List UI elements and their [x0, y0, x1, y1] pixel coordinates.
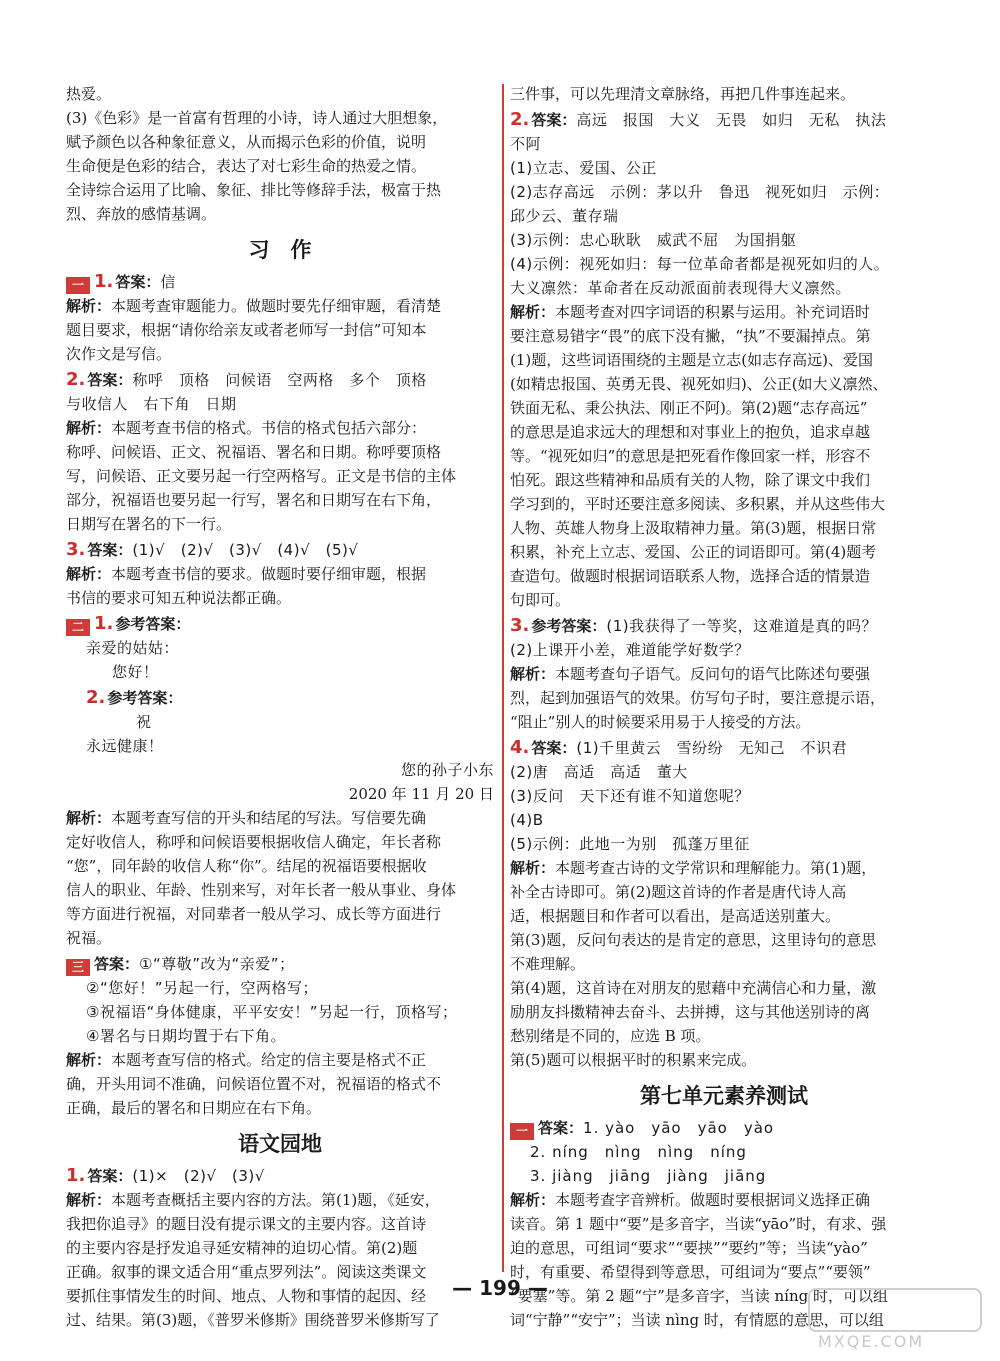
answer-text: (1)立志、爱国、公正: [510, 159, 657, 177]
answer-label: 答案: [531, 739, 562, 757]
answer-text: 不阿: [510, 135, 542, 153]
yuwen-question-3: 3. 参考答案：(1)我获得了一等奖，这难道是真的吗？ (2)上课开小差，难道能学好数学？ 解析：本题考查句子语气。反问句的语气比陈述句要强 烈，起到加强语气的效果。仿写句子时，要注意提示语， “阻止”别人的时候要采用易于人接受的方法。: [510, 614, 938, 734]
letter-greeting: 您好！: [112, 663, 159, 681]
answer-text: (2)志存高远 示例：茅以升 鲁迅 视死如归 示例：: [510, 183, 890, 201]
question-number: 2.: [66, 369, 86, 390]
analysis-text: 本题考查书信的格式。书信的格式包括六部分：: [111, 419, 427, 437]
analysis-text: 正确，最后的署名和日期应在右下角。: [66, 1099, 322, 1117]
analysis-text: 正确。叙事的课文适合用“重点罗列法”。阅读这类课文: [66, 1263, 427, 1281]
analysis-text: 怕死。跟这些精神和品质有关的人物，除了课文中我们: [510, 471, 871, 489]
letter-date: 2020 年 11 月 20 日: [348, 785, 494, 803]
analysis-text: 定好收信人，称呼和问候语要根据收信人确定，年长者称: [66, 833, 442, 851]
analysis-text: 要注意易错字“畏”的底下没有撇，“执”不要漏掉点。第: [510, 327, 871, 345]
analysis-text: 第(4)题，这首诗在对朋友的慰藉中充满信心和力量，激: [510, 979, 877, 997]
analysis-text: 信人的职业、年龄、性别来写，对年长者一般从事业、身体: [66, 881, 457, 899]
analysis-text: 不难理解。: [510, 955, 586, 973]
analysis-text: 要抓住事情发生的时间、地点、人物和事情的起因、经: [66, 1287, 427, 1305]
analysis-text: 烈，起到加强语气的效果。仿写句子时，要注意提示语，: [510, 689, 886, 707]
analysis-text: 称呼、问候语、正文、祝福语、署名和日期。称呼要顶格: [66, 443, 442, 461]
analysis-text: “阻止”别人的时候要采用易于人接受的方法。: [510, 713, 811, 731]
analysis-text: 题目要求，根据“请你给亲友或者老师写一封信”可知本: [66, 321, 427, 339]
left-column: [66, 82, 494, 1332]
section-title-xizuo: 习 作: [248, 238, 312, 262]
analysis-text: 本题考查写信的格式。给定的信主要是格式不正: [111, 1051, 427, 1069]
answer-text: (4)B: [510, 811, 544, 829]
letter-signature: 您的孙子小东: [400, 761, 494, 779]
intro-paragraph: [66, 82, 494, 226]
analysis-text: 本题考查古诗的文学常识和理解能力。第(1)题，: [555, 859, 877, 877]
analysis-text: 部分，祝福语也要另起一行写，署名和日期写在右下角，: [66, 491, 442, 509]
analysis-text: 本题考查字音辨析。做题时要根据词义选择正确: [555, 1191, 871, 1209]
watermark-frame: [808, 1288, 982, 1332]
analysis-label: 解析: [510, 1191, 541, 1209]
analysis-text: 读音。第 1 题中“要”是多音字，当读“yāo”时，有求、强: [510, 1215, 887, 1233]
analysis-text: 写，问候语、正文要另起一行空两格写。正文是书信的主体: [66, 467, 457, 485]
answer-text: 称呼 顶格 问候语 空两格 多个 顶格: [132, 371, 427, 389]
analysis-text: (1)题，这些词语围绕的主题是立志(如志存高远)、爱国: [510, 351, 873, 369]
analysis-text: 本题考查书信的要求。做题时要仔细审题，根据: [111, 565, 427, 583]
analysis-label: 解析: [510, 303, 541, 321]
question-number: 3.: [66, 539, 86, 560]
analysis-text: 等方面进行祝福，对同辈者一般从学习、成长等方面进行: [66, 905, 442, 923]
question-number: 4.: [510, 737, 530, 758]
answer-text: 信: [160, 273, 176, 291]
answer-pinyin: 2. níng nìng nìng níng: [530, 1143, 747, 1161]
yuwen-question-1: 1. 答案：(1)× (2)√ (3)√ 解析：本题考查概括主要内容的方法。第(1)题，《延安， 我把你追寻》的题目没有提示课文的主要内容。这首诗 的主要内容是抒发追寻延安精神的迫切心情。第(2)题 正确。叙事的课文适合用“重点罗列法”。阅读这类课文 要抓住事情发生的时间、地点、人物和事情的起因、经 过、结果。第(3)题，《普罗米修斯》围绕普罗米修斯写了: [66, 1164, 494, 1332]
yuwen-question-4: 4. 答案：(1)千里黄云 雪纷纷 无知己 不识君 (2)唐 高适 高适 董大 (3)反问 天下还有谁不知道您呢？ (4)B (5)示例：此地一为别 孤蓬万里征 解析：本题考查古诗的文学常识和理解能力。第(1)题， 补全古诗即可。第(2)题这首诗的作者是唐代诗人高 适，根据题目和作者可以看出，是高适送别董大。 第(3)题，反问句表达的是肯定的意思，这里诗句的意思 不难理解。 第(4)题，这首诗在对朋友的慰藉中充满信心和力量，激 励朋友抖擞精神去奋斗、去拼搏，这与其他送别诗的离 愁别绪是不同的，应选 B 项。 第(5)题可以根据平时的积累来完成。: [510, 736, 938, 1072]
answer-label: 答案: [87, 1167, 118, 1185]
answer-text: (3)反问 天下还有谁不知道您呢？: [510, 787, 750, 805]
question-2: 2. 答案：称呼 顶格 问候语 空两格 多个 顶格 与收信人 右下角 日期 解析：本题考查书信的格式。书信的格式包括六部分： 称呼、问候语、正文、祝福语、署名和日期。称呼要顶格 写，问候语、正文要另起一行空两格写。正文是书信的主体 部分，祝福语也要另起一行写，署名和日期写在右下角， 日期写在署名的下一行。: [66, 368, 494, 536]
question-1: 一 1. 答案：信 解析：本题考查审题能力。做题时要先仔细审题，看清楚 题目要求，根据“请你给亲友或者老师写一封信”可知本 次作文是写信。: [66, 270, 494, 366]
answer-text: (2)唐 高适 高适 董大: [510, 763, 688, 781]
text-line: 热爱。: [66, 85, 112, 103]
part-2-question-2: 2. 参考答案： 祝 永远健康！ 您的孙子小东 2020 年 11 月 20 日 解析：本题考查写信的开头和结尾的写法。写信要先确 定好收信人，称呼和问候语要根据收信人确定，年长者称 “您”，同年龄的收信人称“你”。结尾的祝福语要根据收 信人的职业、年龄、性别来写，对年长者一般从事业、身体 等方面进行祝福，对同辈者一般从学习、成长等方面进行 祝福。: [66, 686, 494, 950]
part-badge: 一: [510, 1123, 534, 1140]
answer-label: 参考答案: [107, 689, 168, 707]
analysis-text: 积累，补充上立志、爱国、公正的词语即可。第(4)题考: [510, 543, 877, 561]
analysis-text: (如精忠报国、英勇无畏、视死如归)、公正(如大义凛然、: [510, 375, 888, 393]
text-line: 生命便是色彩的结合，表达了对七彩生命的热爱之情。: [66, 157, 427, 175]
analysis-label: 解析: [66, 1191, 97, 1209]
answer-text: (4)示例：视死如归：每一位革命者都是视死如归的人。: [510, 255, 890, 273]
analysis-text: 励朋友抖擞精神去奋斗、去拼搏，这与其他送别诗的离: [510, 1003, 871, 1021]
question-number: 1.: [66, 1165, 86, 1186]
answer-text: (1)我获得了一等奖，这难道是真的吗？: [606, 617, 878, 635]
analysis-text: 日期写在署名的下一行。: [66, 515, 232, 533]
answer-text: (2)上课开小差，难道能学好数学？: [510, 641, 750, 659]
analysis-text: 补全古诗即可。第(2)题这首诗的作者是唐代诗人高: [510, 883, 847, 901]
letter-salutation: 亲爱的姑姑：: [86, 639, 180, 657]
text-line: 全诗综合运用了比喻、象征、排比等修辞手法，极富于热: [66, 181, 442, 199]
question-number: 2.: [510, 109, 530, 130]
analysis-text: 的意思是追求远大的理想和对事业上的抱负，追求卓越: [510, 423, 871, 441]
answer-text: ①“尊敬”改为“亲爱”；: [139, 955, 295, 973]
analysis-text: 本题考查对四字词语的积累与运用。补充词语时: [555, 303, 871, 321]
analysis-text: 我把你追寻》的题目没有提示课文的主要内容。这首诗: [66, 1215, 427, 1233]
answer-pinyin: 3. jiàng jiāng jiàng jiāng: [530, 1167, 767, 1185]
analysis-label: 解析: [510, 665, 541, 683]
part-badge: 二: [66, 619, 90, 636]
analysis-text: 本题考查写信的开头和结尾的写法。写信要先确: [111, 809, 427, 827]
analysis-text: 的主要内容是抒发追寻延安精神的迫切心情。第(2)题: [66, 1239, 418, 1257]
watermark-logo: [808, 1288, 978, 1352]
analysis-text: 词“宁静”“安宁”；当读 nìng 时，有情愿的意思，可以组: [510, 1311, 884, 1329]
analysis-text: 适，根据题目和作者可以看出，是高适送别董大。: [510, 907, 841, 925]
analysis-label: 解析: [66, 565, 97, 583]
text-line: (3)《色彩》是一首富有哲理的小诗，诗人通过大胆想象，: [66, 109, 448, 127]
analysis-text: 查造句。做题时根据词语联系人物，选择合适的情景造: [510, 567, 871, 585]
analysis-text: 本题考查句子语气。反问句的语气比陈述句要强: [555, 665, 871, 683]
analysis-label: 解析: [66, 297, 97, 315]
analysis-text: 次作文是写信。: [66, 345, 172, 363]
section-title-yuwen: 语文园地: [238, 1132, 322, 1156]
answer-label: 答案: [538, 1119, 569, 1137]
analysis-text: “您”，同年龄的收信人称“你”。结尾的祝福语要根据收: [66, 857, 427, 875]
right-column: [510, 82, 938, 1332]
analysis-text: 本题考查审题能力。做题时要先仔细审题，看清楚: [111, 297, 442, 315]
answer-label: 答案: [531, 111, 562, 129]
part-2-question-1: 二 1. 参考答案： 亲爱的姑姑： 您好！: [66, 612, 494, 684]
question-number: 1.: [94, 613, 114, 634]
letter-blessing-text: 永远健康！: [86, 737, 164, 755]
answer-text: ④署名与日期均置于右下角。: [86, 1027, 286, 1045]
part-badge: 一: [66, 277, 90, 294]
answer-text: (1)× (2)√ (3)√: [132, 1167, 265, 1185]
analysis-text: 第(5)题可以根据平时的积累来完成。: [510, 1051, 757, 1069]
analysis-text: 过、结果。第(3)题，《普罗米修斯》围绕普罗米修斯写了: [66, 1311, 440, 1329]
answer-pinyin: 1. yào yāo yāo yào: [583, 1119, 775, 1137]
part-badge: 三: [66, 959, 90, 976]
text-line: 三件事，可以先理清文章脉络，再把几件事连起来。: [510, 85, 856, 103]
answer-text: 高远 报国 大义 无畏 如归 无私 执法: [576, 111, 887, 129]
question-number: 1.: [94, 271, 114, 292]
analysis-text: 祝福。: [66, 929, 112, 947]
answer-label: 答案: [94, 955, 125, 973]
analysis-label: 解析: [66, 1051, 97, 1069]
analysis-text: 学习到的，平时还要注意多阅读、多积累，并从这些伟大: [510, 495, 886, 513]
column-divider: [502, 84, 504, 1272]
analysis-text: 确，开头用词不准确，问候语位置不对，祝福语的格式不: [66, 1075, 442, 1093]
answer-label: 答案: [87, 371, 118, 389]
analysis-label: 解析: [510, 859, 541, 877]
part-3: 三 答案：①“尊敬”改为“亲爱”； ②“您好！”另起一行，空两格写； ③祝福语“身体健康，平平安安！”另起一行，顶格写； ④署名与日期均置于右下角。 解析：本题考查写信的格式。给定的信主要是格式不正 确，开头用词不准确，问候语位置不对，祝福语的格式不 正确，最后的署名和日期应在右下角。: [66, 952, 494, 1120]
answer-text: 与收信人 右下角 日期: [66, 395, 237, 413]
answer-label: 参考答案: [531, 617, 592, 635]
answer-text: 邱少云、董存瑞: [510, 207, 619, 225]
answer-label: 答案: [87, 541, 118, 559]
analysis-text: 书信的要求可知五种说法都正确。: [66, 589, 292, 607]
analysis-text: 愁别绪是不同的，应选 B 项。: [510, 1027, 711, 1045]
answer-text: (1)千里黄云 雪纷纷 无知己 不识君: [576, 739, 848, 757]
analysis-text: 铁面无私、秉公执法、刚正不阿)。第(2)题“志存高远”: [510, 399, 868, 417]
section-title-unit-test: 第七单元素养测试: [640, 1084, 808, 1108]
yuwen-question-2: 2. 答案：高远 报国 大义 无畏 如归 无私 执法 不阿 (1)立志、爱国、公正 (2)志存高远 示例：茅以升 鲁迅 视死如归 示例： 邱少云、董存瑞 (3)示例：忠心耿耿 威武不屈 为国捐躯 (4)示例：视死如归：每一位革命者都是视死如归的人。 大义凛然：革命者在反动派面前表现得大义凛然。 解析：本题考查对四字词语的积累与运用。补充词语时 要注意易错字“畏”的底下没有撇，“执”不要漏掉点。第 (1)题，这些词语围绕的主题是立志(如志存高远)、爱国 (如精忠报国、英勇无畏、视死如归)、公正(如大义凛然、 铁面无私、秉公执法、刚正不阿)。第(2)题“志存高远” 的意思是追求远大的理想和对事业上的抱负，追求卓越 等。“视死如归”的意思是把死看作像回家一样，形容不 怕死。跟这些精神和品质有关的人物，除了课文中我们 学习到的，平时还要注意多阅读、多积累，并从这些伟大 人物、英雄人物身上汲取精神力量。第(3)题，根据日常 积累，补充上立志、爱国、公正的词语即可。第(4)题考 查造句。做题时根据词语联系人物，选择合适的情景造 句即可。: [510, 108, 938, 612]
answer-text: 大义凛然：革命者在反动派面前表现得大义凛然。: [510, 279, 852, 297]
question-number: 2.: [86, 687, 106, 708]
analysis-text: 句即可。: [510, 591, 571, 609]
text-line: 赋予颜色以各种象征意义，从而揭示色彩的价值，说明: [66, 133, 427, 151]
analysis-text: 第(3)题，反问句表达的是肯定的意思，这里诗句的意思: [510, 931, 877, 949]
analysis-text: “要塞”等。第 2 题“宁”是多音字，当读 níng 时，可以组: [510, 1287, 889, 1305]
unit-test-part-1: 一 答案：1. yào yāo yāo yào 2. níng nìng nìng níng 3. jiàng jiāng jiàng jiāng 解析：本题考查字音辨析。做题时要根据词义选择正确 读音。第 1 题中“要”是多音字，当读“yāo”时，有求、强 迫的意思，可组词“要求”“要挟”“要约”等；当读“yào” 时，有重要、希望得到等意思，可组词为“要点”“要领” “要塞”等。第 2 题“宁”是多音字，当读 níng 时，可以组 词“宁静”“安宁”；当读 nìng 时，有情愿的意思，可以组: [510, 1116, 938, 1332]
watermark-site: MXQE.COM: [818, 1332, 925, 1351]
analysis-text: 迫的意思，可组词“要求”“要挟”“要约”等；当读“yào”: [510, 1239, 868, 1257]
analysis-text: 本题考查概括主要内容的方法。第(1)题，《延安，: [111, 1191, 440, 1209]
analysis-text: 等。“视死如归”的意思是把死看作像回家一样，形容不: [510, 447, 871, 465]
answer-text: (1)√ (2)√ (3)√ (4)√ (5)√: [132, 541, 359, 559]
answer-text: (5)示例：此地一为别 孤蓬万里征: [510, 835, 750, 853]
question-number: 3.: [510, 615, 530, 636]
answer-label: 参考答案: [115, 615, 176, 633]
page-number: — 199 —: [452, 1276, 548, 1300]
answer-text: ③祝福语“身体健康，平平安安！”另起一行，顶格写；: [86, 1003, 458, 1021]
answer-text: ②“您好！”另起一行，空两格写；: [86, 979, 318, 997]
question-3: 3. 答案：(1)√ (2)√ (3)√ (4)√ (5)√ 解析：本题考查书信的要求。做题时要仔细审题，根据 书信的要求可知五种说法都正确。: [66, 538, 494, 610]
analysis-text: 人物、英雄人物身上汲取精神力量。第(3)题，根据日常: [510, 519, 877, 537]
analysis-label: 解析: [66, 809, 97, 827]
answer-label: 答案: [115, 273, 146, 291]
answer-text: (3)示例：忠心耿耿 威武不屈 为国捐躯: [510, 231, 797, 249]
analysis-label: 解析: [66, 419, 97, 437]
analysis-text: 时，有重要、希望得到等意思，可组词为“要点”“要领”: [510, 1263, 871, 1281]
text-line: 烈、奔放的感情基调。: [66, 205, 217, 223]
letter-blessing: 祝: [136, 713, 152, 731]
